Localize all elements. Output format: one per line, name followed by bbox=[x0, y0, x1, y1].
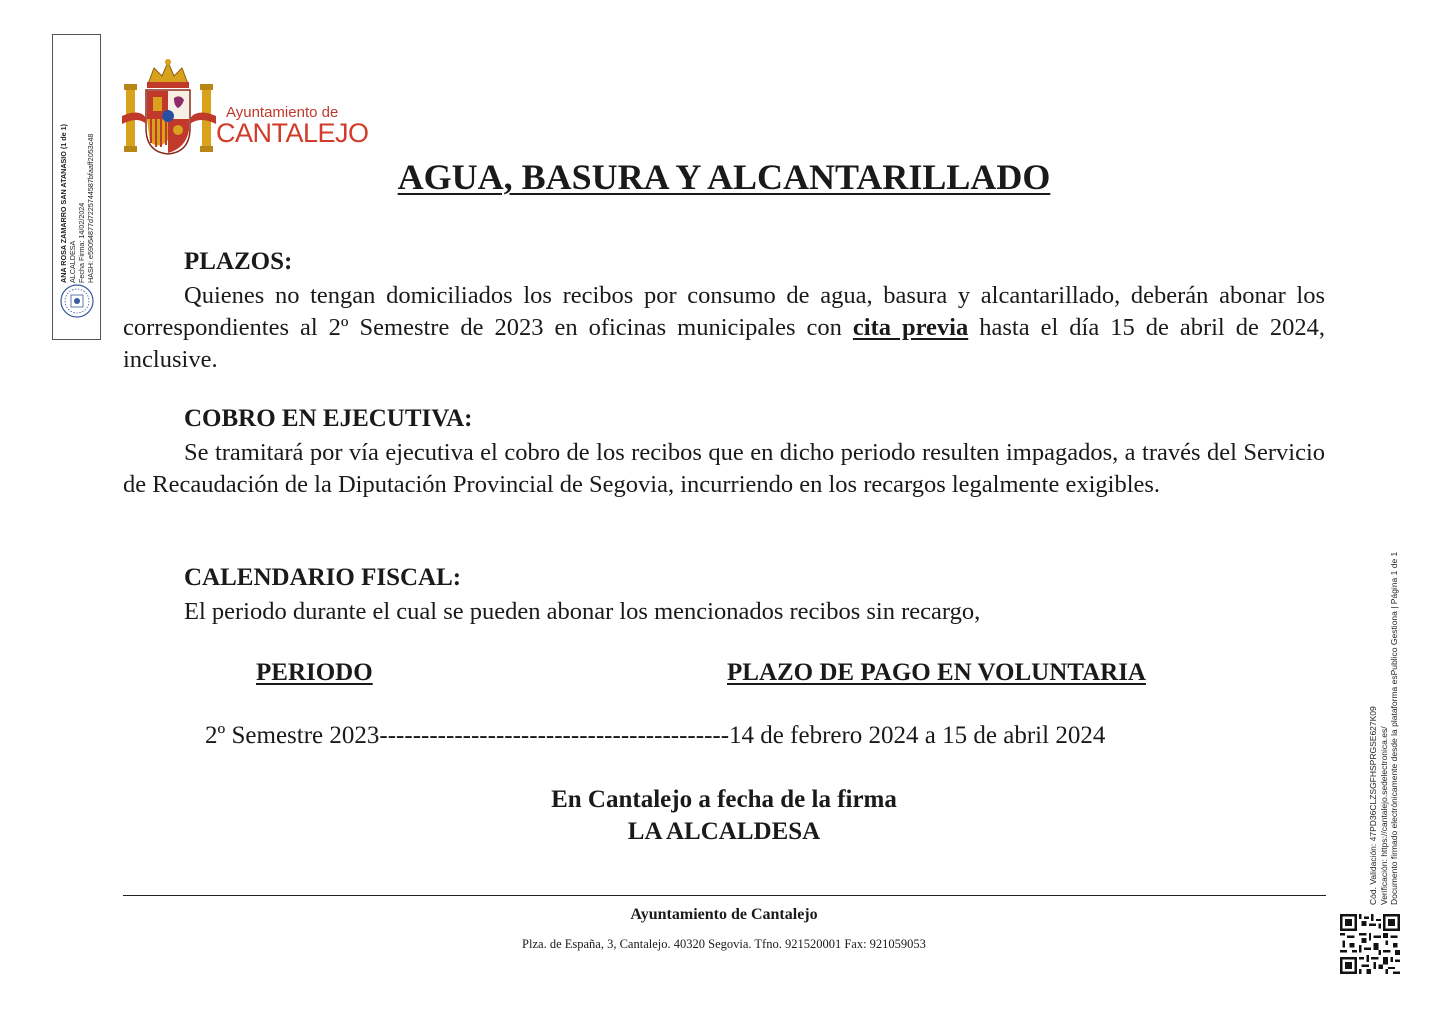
calendario-text: El periodo durante el cual se pueden abonar los mencionados recibos sin recargo, bbox=[184, 598, 981, 625]
plazos-heading: PLAZOS: bbox=[184, 248, 293, 275]
periodo-header: PERIODO bbox=[256, 659, 373, 686]
verification-info bbox=[1368, 475, 1404, 905]
footer-divider bbox=[123, 895, 1326, 896]
page-title: AGUA, BASURA Y ALCANTARILLADO bbox=[397, 157, 1051, 197]
signer-role: ALCALDESA bbox=[68, 240, 77, 283]
plazo-header: PLAZO DE PAGO EN VOLUNTARIA bbox=[727, 659, 1146, 686]
logo-caption-large: CANTALEJO bbox=[216, 118, 369, 148]
signature-date: Fecha Firma: 14/02/2024 bbox=[77, 202, 86, 283]
signer-name: ANA ROSA ZAMARRO SAN ATANASIO (1 de 1) bbox=[59, 123, 68, 283]
plazos-text-before: Quienes no tengan domiciliados los recibos por consumo de agua, basura y alcantarillado, deberán abonar los correspondientes al 2º Semestre de 2023 en oficinas municipales con bbox=[123, 282, 1325, 341]
validation-code: Cód. Validación: 47PD36CLZSGFHSPRGSE627K09 bbox=[1368, 706, 1378, 905]
footer-address: Plza. de España, 3, Cantalejo. 40320 Segovia. Tfno. 921520001 Fax: 921059053 bbox=[522, 937, 926, 951]
cobro-heading: COBRO EN EJECUTIVA: bbox=[184, 405, 473, 432]
closing-line-1: En Cantalejo a fecha de la firma bbox=[551, 786, 897, 813]
logo-caption-small: Ayuntamiento de bbox=[226, 104, 339, 121]
closing-line-2: LA ALCALDESA bbox=[627, 818, 821, 845]
cobro-paragraph: Se tramitará por vía ejecutiva el cobro de los recibos que en dicho periodo resulten impagados, a través del Servicio de Recaudación de la Diputación Provincial de Segovia, incurriendo en los recargos legalmente exigibles. bbox=[123, 439, 1325, 498]
qr-code-icon bbox=[1340, 914, 1400, 974]
plazos-paragraph bbox=[123, 280, 1325, 376]
signature-hash: HASH: e59054877d7225744587bfaaff2053c48 bbox=[86, 133, 95, 283]
footer-name: Ayuntamiento de Cantalejo bbox=[630, 906, 818, 923]
calendario-heading: CALENDARIO FISCAL: bbox=[184, 564, 462, 591]
verification-note: Documento firmado electrónicamente desde la plataforma esPublico Gestiona | Página 1 de 1 bbox=[1389, 551, 1399, 905]
seal-icon bbox=[59, 283, 95, 319]
cita-previa-emphasis: cita previa bbox=[852, 314, 969, 341]
verification-url: Verificación: https://cantalejo.sedelectronica.es/ bbox=[1378, 726, 1389, 905]
plazos-text-after: hasta el día 15 de abril de 2024, inclusive. bbox=[123, 314, 1325, 373]
periodo-row: 2º Semestre 2023------------------------------------------14 de febrero 2024 a 15 de abril 2024 bbox=[205, 722, 1106, 749]
